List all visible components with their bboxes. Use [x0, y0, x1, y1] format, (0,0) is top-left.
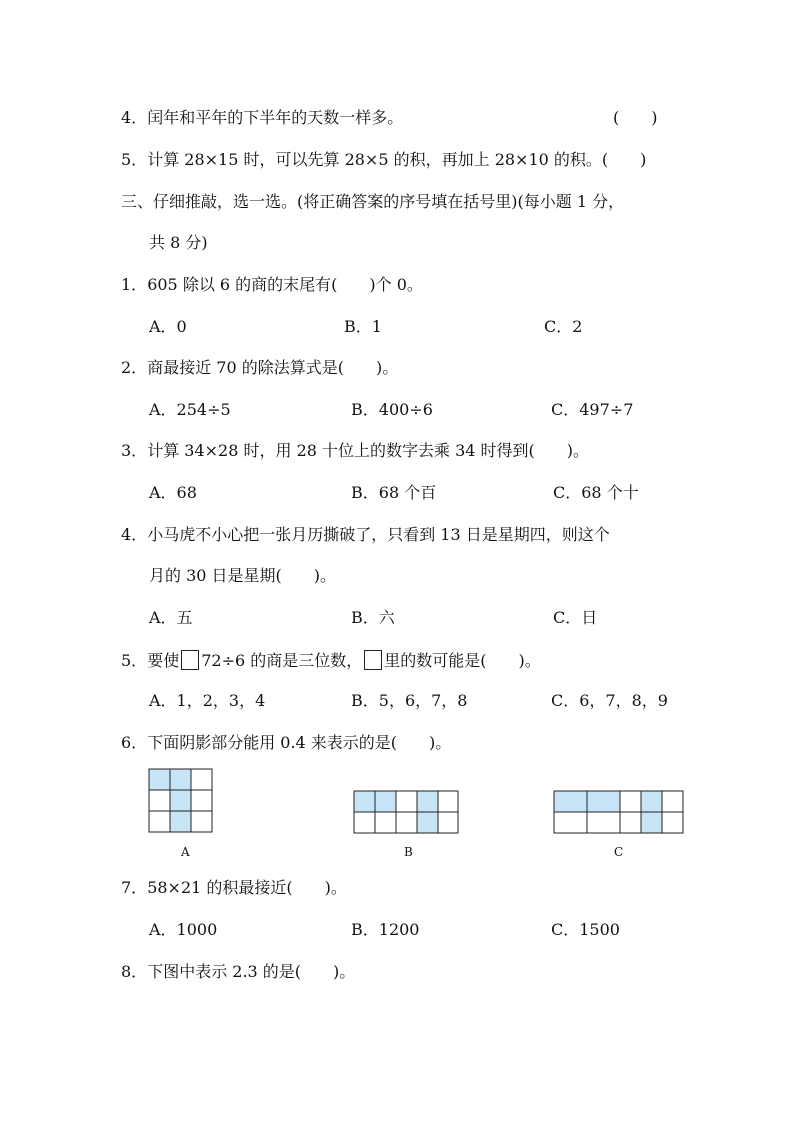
grid-cell-shaded: [417, 812, 438, 833]
question-stem: 58×21 的积最接近( )。: [147, 878, 347, 897]
grid-cell-shaded: [149, 769, 170, 790]
question-1: [121, 275, 423, 295]
question-text: 闰年和平年的下半年的天数一样多。: [147, 108, 404, 127]
question-text: 计算 28×15 时，可以先算 28×5 的积，再加上 28×10 的积。: [147, 150, 602, 169]
option-a[interactable]: A．1，2，3，4: [149, 691, 266, 710]
grid-cell-shaded: [170, 790, 191, 811]
question-number: 4．: [121, 525, 148, 544]
section-title-cont: 共 8 分): [149, 233, 208, 252]
question-number: 5．: [121, 150, 148, 169]
figure-label-c: C: [614, 845, 624, 859]
question-4-cont: 月的 30 日是星期( )。: [149, 566, 337, 585]
question-number: 2．: [121, 358, 148, 377]
figure-b-grid[interactable]: [353, 790, 459, 834]
grid-cell-shaded: [417, 791, 438, 812]
blank-box[interactable]: [181, 650, 199, 670]
question-number: 1．: [121, 275, 148, 294]
question-number: 7．: [121, 878, 148, 897]
question-stem-a: 要使: [147, 651, 180, 670]
grid-cell-shaded: [641, 791, 662, 812]
option-b[interactable]: B．400÷6: [351, 400, 433, 419]
grid-cell: [662, 812, 683, 833]
grid-cell: [375, 812, 396, 833]
grid-cell-shaded: [354, 791, 375, 812]
section-title: 三、仔细推敲，选一选。(将正确答案的序号填在括号里)(每小题 1 分，: [121, 192, 625, 211]
question-number: 6．: [121, 733, 148, 752]
question-stem: 605 除以 6 的商的末尾有( )个 0。: [147, 275, 423, 294]
option-c[interactable]: C．6，7，8，9: [551, 691, 668, 710]
question-stem-c: 里的数可能是( )。: [384, 651, 541, 670]
question-7: [121, 878, 347, 898]
grid-cell: [191, 811, 212, 832]
question-number: 3．: [121, 441, 148, 460]
question-stem: 商最接近 70 的除法算式是( )。: [147, 358, 399, 377]
option-b[interactable]: B．5，6，7，8: [351, 691, 468, 710]
answer-paren[interactable]: ( ): [601, 150, 647, 169]
option-c[interactable]: C．日: [553, 608, 598, 627]
question-number: 5．: [121, 651, 148, 670]
question-stem: 计算 34×28 时，用 28 十位上的数字去乘 34 时得到( )。: [147, 441, 590, 460]
option-a[interactable]: A．五: [149, 608, 193, 627]
question-stem-b: 72÷6 的商是三位数，: [201, 651, 363, 670]
answer-paren[interactable]: ( ): [613, 108, 658, 127]
option-c[interactable]: C．68 个十: [553, 483, 639, 502]
question-2: [121, 358, 398, 378]
question-number: 8．: [121, 962, 148, 981]
grid-cell: [554, 812, 587, 833]
grid-cell: [396, 791, 417, 812]
grid-cell-shaded: [641, 812, 662, 833]
grid-cell-shaded: [170, 811, 191, 832]
judge-q5: [121, 150, 646, 170]
grid-cell: [191, 769, 212, 790]
option-b[interactable]: B．1200: [351, 920, 420, 939]
figure-c-grid[interactable]: [553, 790, 684, 834]
option-b[interactable]: B．68 个百: [351, 483, 437, 502]
option-b[interactable]: B．六: [351, 608, 395, 627]
grid-cell: [191, 790, 212, 811]
grid-cell: [620, 812, 641, 833]
grid-cell: [662, 791, 683, 812]
option-c[interactable]: C．1500: [551, 920, 620, 939]
question-number: 4．: [121, 108, 148, 127]
question-3: [121, 441, 589, 461]
question-5: [121, 650, 541, 671]
question-6: [121, 733, 451, 753]
judge-q4: [121, 108, 403, 128]
option-c[interactable]: C．2: [544, 317, 583, 336]
grid-cell-shaded: [554, 791, 587, 812]
grid-cell: [620, 791, 641, 812]
grid-cell: [149, 811, 170, 832]
grid-cell-shaded: [375, 791, 396, 812]
question-stem: 下图中表示 2.3 的是( )。: [147, 962, 356, 981]
grid-cell: [149, 790, 170, 811]
option-b[interactable]: B．1: [344, 317, 382, 336]
grid-cell: [354, 812, 375, 833]
option-a[interactable]: A．254÷5: [149, 400, 231, 419]
question-4: [121, 525, 610, 545]
option-a[interactable]: A．1000: [149, 920, 218, 939]
question-stem: 下面阴影部分能用 0.4 来表示的是( )。: [147, 733, 452, 752]
question-stem: 小马虎不小心把一张月历撕破了，只看到 13 日是星期四，则这个: [147, 525, 610, 544]
option-a[interactable]: A．0: [149, 317, 187, 336]
grid-cell-shaded: [170, 769, 191, 790]
grid-cell: [438, 812, 458, 833]
figure-label-a: A: [181, 845, 190, 859]
question-8: [121, 962, 355, 982]
option-a[interactable]: A．68: [149, 483, 197, 502]
grid-cell-shaded: [587, 791, 620, 812]
figure-a-grid[interactable]: [148, 768, 214, 834]
figure-label-b: B: [404, 845, 413, 859]
blank-box[interactable]: [364, 650, 382, 670]
grid-cell: [396, 812, 417, 833]
grid-cell: [587, 812, 620, 833]
grid-cell: [438, 791, 458, 812]
option-c[interactable]: C．497÷7: [551, 400, 634, 419]
